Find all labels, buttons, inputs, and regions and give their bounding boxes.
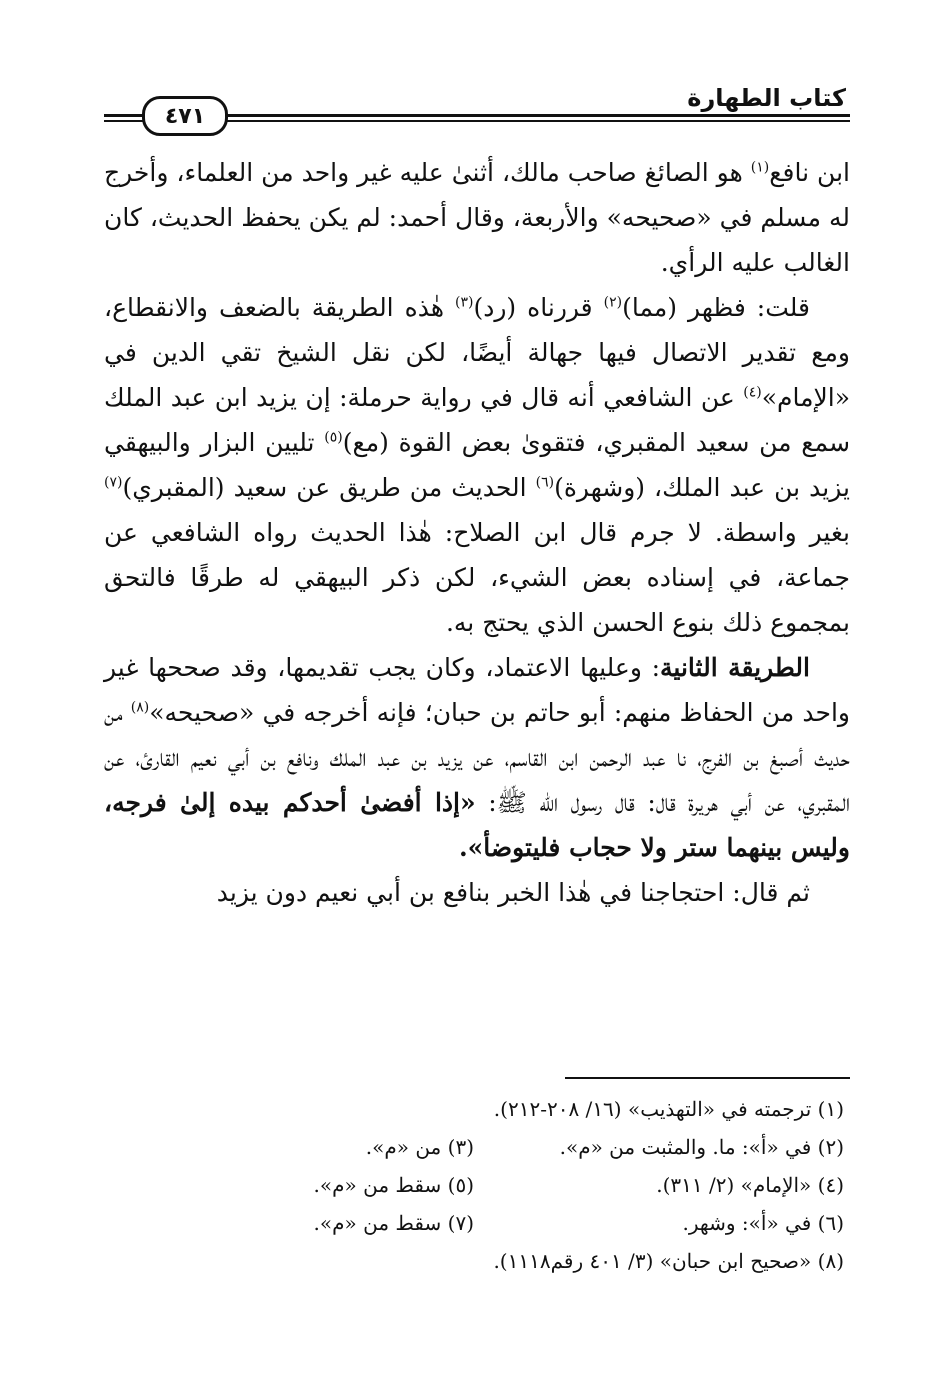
page-header [104, 78, 850, 128]
running-title: كتاب الطهارة [687, 84, 846, 112]
footnote-ref: (٥) [324, 429, 343, 446]
footnote-5: (٥) سقط من «م». [313, 1173, 474, 1197]
text-run: تليين البزار والبيهقي يزيد بن عبد الملك، (وشهرة) [104, 428, 850, 502]
footnote-8: (٨) «صحيح ابن حبان» (٣/ ٤٠١ رقم١١١٨). [493, 1249, 844, 1273]
text-run: الحديث من طريق عن سعيد (المقبري) [122, 473, 536, 502]
paragraph-3 [104, 645, 850, 870]
section-lead: الطريقة الثانية [660, 653, 810, 682]
paragraph-2 [104, 285, 850, 645]
footnote-row [104, 1166, 844, 1204]
text-run: ابن نافع [769, 158, 850, 187]
footnote-ref: (٣) [454, 294, 474, 311]
footnote-row [104, 1204, 844, 1242]
footnote-row [104, 1242, 844, 1280]
main-text [104, 150, 850, 915]
text-run: ثم قال: احتجاجنا في هٰذا الخبر بنافع بن أبي نعيم دون يزيد [216, 878, 810, 907]
page-number-text: ٤٧١ [164, 103, 206, 129]
footnote-ref: (١) [750, 159, 770, 176]
footnote-row [104, 1128, 844, 1166]
footnote-1: (١) ترجمته في «التهذيب» (١٦/ ٢٠٨-٢١٢). [493, 1097, 844, 1121]
text-run: هو الصائغ صاحب مالك، أثنىٰ عليه غير واحد من العلماء، وأخرج له مسلم في «صحيحه» والأربعة، وقال أحمد: لم يكن يحفظ الحديث، كان الغالب عليه الرأي. [104, 158, 850, 277]
text-run: قلت: فظهر (مما) [622, 293, 810, 322]
hadith-quote: «إذا أفضىٰ أحدكم بيده إلىٰ فرجه، وليس بينهما ستر ولا حجاب فليتوضأ». [104, 788, 850, 862]
footnote-7: (٧) سقط من «م». [313, 1211, 474, 1235]
paragraph-1 [104, 150, 850, 285]
footnote-3: (٣) من «م». [365, 1135, 474, 1159]
footnote-ref: (٦) [535, 474, 555, 491]
footnote-row [104, 1090, 844, 1128]
footnote-6: (٦) في «أ»: وشهر. [682, 1211, 844, 1235]
footnote-ref: (٢) [603, 294, 623, 311]
text-run: هٰذه الطريقة بالضعف والانقطاع، ومع تقدير الاتصال فيها جهالة أيضًا، لكن نقل الشيخ تقي الدين في «الإمام» [104, 293, 850, 412]
text-run: عن الشافعي أنه قال في رواية حرملة: إن يزيد ابن عبد الملك سمع من سعيد المقبري، فتقوىٰ بعض القوة (مع) [104, 383, 851, 457]
footnote-2: (٢) في «أ»: ما. والمثبت من «م». [559, 1135, 844, 1159]
page-number [142, 96, 228, 136]
footnotes [104, 1090, 844, 1280]
text-run: من حديث أصبغ بن الفرج، نا عبد الرحمن ابن القاسم، عن يزيد بن عبد الملك ونافع بن أبي نعيم القارئ، عن المقبري، عن أبي هريرة قال: قال رسول الله ﷺ: [104, 698, 851, 817]
text-run: قررناه (رد) [473, 293, 604, 322]
footnote-ref: (٤) [743, 384, 762, 401]
footnote-ref: (٧) [104, 474, 123, 491]
footnote-4: (٤) «الإمام» (٢/ ٣١١). [656, 1173, 844, 1197]
footnote-ref: (٨) [130, 699, 150, 716]
footnote-separator [565, 1077, 850, 1079]
paragraph-4 [104, 870, 850, 915]
text-run: : وعليها الاعتماد، وكان يجب تقديمها، وقد صححها غير واحد من الحفاظ منهم: أبو حاتم بن حبان؛ فإنه أخرجه في «صحيحه» [104, 653, 850, 727]
text-run: بغير واسطة. لا جرم قال ابن الصلاح: هٰذا الحديث رواه الشافعي عن جماعة، في إسناده بعض الشيء، لكن ذكر البيهقي له طرقًا فالتحق بمجموع ذلك بنوع الحسن الذي يحتج به. [104, 518, 850, 637]
